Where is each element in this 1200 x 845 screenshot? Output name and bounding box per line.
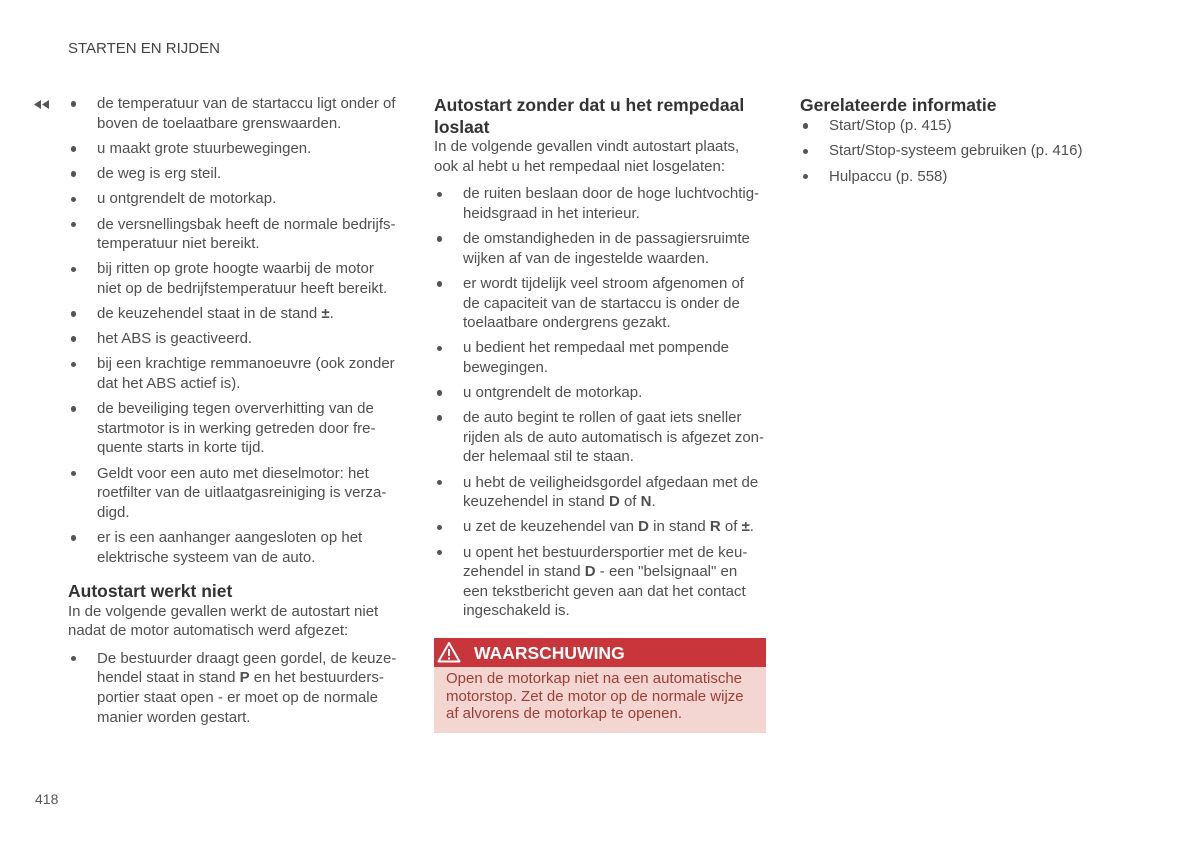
- text-line: [463, 562, 766, 582]
- bullet-dot: [437, 480, 442, 485]
- text-line: het ABS is geactiveerd.: [97, 330, 253, 348]
- condition-item: [68, 304, 400, 324]
- text-line: de omstandigheden in de passagiersruimte: [463, 230, 750, 248]
- text-line: de versnellingsbak heeft de normale bedrijfs-: [97, 215, 396, 233]
- bullet-dot: [437, 281, 442, 286]
- autostart-item-text: [463, 383, 766, 403]
- bullet-dot: [437, 346, 442, 351]
- text-segment: - een "belsignaal" en: [595, 563, 738, 581]
- text-line: digd.: [97, 503, 130, 521]
- bullet-dot: [437, 192, 442, 197]
- text-line: In de volgende gevallen vindt autostart plaats,: [434, 138, 740, 156]
- autostart-conditions-list: [68, 94, 400, 567]
- bullet-dot: [71, 222, 76, 227]
- emphasized-text: D: [608, 493, 620, 511]
- text-line: ingeschakeld is.: [463, 602, 570, 620]
- warning-text: [434, 667, 766, 733]
- condition-item-text: [97, 189, 400, 209]
- autostart-item-text: [463, 274, 766, 333]
- autostart-item: [434, 274, 766, 333]
- text-line: af alvorens de motorkap te openen.: [446, 705, 682, 722]
- bullet-dot: [437, 550, 442, 555]
- bullet-dot: [71, 101, 76, 106]
- autostart-item-text: [463, 408, 766, 467]
- text-line[interactable]: Start/Stop-systeem gebruiken (p. 416): [829, 142, 1083, 160]
- emphasized-text: D: [584, 563, 596, 581]
- emphasized-text: R: [709, 518, 721, 536]
- text-line: De bestuurder draagt geen gordel, de keuze-: [97, 649, 397, 667]
- text-line: boven de toelaatbare grenswaarden.: [97, 114, 342, 132]
- no-autostart-item-text: [97, 649, 400, 727]
- text-line: bij een krachtige remmanoeuvre (ook zonder: [97, 355, 395, 373]
- text-line: er wordt tijdelijk veel stroom afgenomen of: [463, 274, 744, 292]
- text-line: de temperatuur van de startaccu ligt onder of: [97, 95, 396, 113]
- text-line: der helemaal stil te staan.: [463, 448, 634, 466]
- autostart-item: [434, 473, 766, 512]
- autostart-item: [434, 184, 766, 223]
- bullet-dot: [71, 336, 76, 341]
- text-line: nadat de motor automatisch werd afgezet:: [68, 622, 349, 640]
- condition-item-text: [97, 259, 400, 298]
- section-title: STARTEN EN RIJDEN: [68, 40, 220, 57]
- text-segment: .: [329, 305, 334, 323]
- warning-header: [434, 638, 766, 667]
- bullet-dot: [437, 525, 442, 530]
- bullet-dot: [71, 471, 76, 476]
- text-line: portier staat open - er moet op de normale: [97, 688, 378, 706]
- autostart-item-text: [463, 543, 766, 621]
- text-line: wijken af van de ingestelde waarden.: [463, 249, 709, 267]
- text-line: Open de motorkap niet na een automatische: [446, 670, 743, 687]
- text-line: [97, 668, 400, 688]
- text-line: u maakt grote stuurbewegingen.: [97, 139, 312, 157]
- right-column: [800, 94, 1132, 186]
- condition-item: [68, 329, 400, 349]
- text-line: u hebt de veiligheidsgordel afgedaan met de: [463, 473, 759, 491]
- arrow-triangle: [42, 100, 49, 109]
- condition-item: [68, 259, 400, 298]
- bullet-dot: [803, 174, 808, 179]
- autostart-item: [434, 229, 766, 268]
- page-number: 418: [35, 791, 59, 807]
- text-segment: en het bestuurders-: [249, 669, 384, 687]
- autostart-item: [434, 517, 766, 537]
- text-line: er is een aanhanger aangesloten op het: [97, 529, 363, 546]
- related-info-link-text[interactable]: [829, 116, 1132, 136]
- text-line: u bedient het rempedaal met pompende: [463, 339, 730, 357]
- text-line: bewegingen.: [463, 358, 549, 376]
- text-line: u ontgrendelt de motorkap.: [463, 384, 643, 402]
- double-left-arrow-icon: [34, 100, 50, 109]
- text-line: niet op de bedrijfstemperatuur heeft bereikt.: [97, 279, 388, 297]
- text-line: de auto begint te rollen of gaat iets sneller: [463, 409, 742, 427]
- bullet-dot: [71, 311, 76, 316]
- text-line: Geldt voor een auto met dieselmotor: het: [97, 464, 369, 482]
- text-segment: de keuzehendel staat in de stand: [97, 305, 322, 323]
- middle-column: [434, 94, 766, 733]
- bullet-dot: [71, 197, 76, 202]
- text-line: rijden als de auto automatisch is afgezet zon-: [463, 428, 765, 446]
- text-line: ook al hebt u het rempedaal niet losgelaten:: [434, 157, 726, 175]
- bullet-dot: [437, 390, 442, 395]
- condition-item-text: [97, 94, 400, 133]
- bullet-dot: [71, 171, 76, 176]
- related-info-link[interactable]: [800, 116, 1132, 136]
- text-line: loslaat: [434, 117, 490, 138]
- warning-box: [434, 638, 766, 733]
- condition-item: [68, 215, 400, 254]
- emphasized-text: ±: [741, 518, 750, 536]
- exclamation-dot: [448, 658, 450, 660]
- text-line: [97, 304, 400, 324]
- condition-item: [68, 164, 400, 184]
- heading-gerelateerde-informatie: Gerelateerde informatie: [800, 95, 997, 116]
- autostart-item: [434, 543, 766, 621]
- autostart-item-text: [463, 229, 766, 268]
- related-info-link-text[interactable]: [829, 167, 1132, 187]
- heading-autostart-zonder-rempedaal: [434, 94, 766, 138]
- condition-item-text: [97, 464, 400, 523]
- text-line: de weg is erg steil.: [97, 165, 222, 183]
- no-autostart-item: [68, 649, 400, 727]
- autostart-item-text: [463, 473, 766, 512]
- text-line: een tekstbericht geven aan dat het contact: [463, 582, 746, 600]
- text-segment: .: [749, 518, 754, 536]
- related-info-link-text[interactable]: [829, 141, 1132, 161]
- text-segment: zehendel in stand: [463, 563, 585, 581]
- text-line: toelaatbare ondergrens gezakt.: [463, 314, 671, 332]
- autostart-item-text: [463, 184, 766, 223]
- bullet-dot: [803, 149, 808, 154]
- intro-paragraph: [434, 137, 766, 176]
- text-line[interactable]: Hulpaccu (p. 558): [829, 167, 948, 185]
- bullet-dot: [803, 123, 808, 128]
- related-info-link[interactable]: [800, 141, 1132, 161]
- no-autostart-list: [68, 649, 400, 727]
- arrow-triangle: [34, 100, 41, 109]
- bullet-dot: [71, 656, 76, 661]
- text-line[interactable]: Start/Stop (p. 415): [829, 117, 952, 135]
- text-line: de beveiliging tegen oververhitting van de: [97, 400, 374, 418]
- intro-paragraph: [68, 602, 400, 641]
- text-line: quente starts in korte tijd.: [97, 439, 265, 457]
- heading-autostart-werkt-niet: Autostart werkt niet: [68, 580, 233, 601]
- text-line: temperatuur niet bereikt.: [97, 235, 260, 253]
- condition-item-text: [97, 164, 400, 184]
- text-line: de capaciteit van de startaccu is onder de: [463, 294, 740, 312]
- text-segment: in stand: [648, 518, 710, 536]
- text-line: dat het ABS actief is).: [97, 375, 241, 393]
- text-segment: .: [651, 493, 656, 511]
- text-line: startmotor is in werking getreden door fre-: [97, 419, 376, 437]
- condition-item-text: [97, 528, 400, 567]
- bullet-dot: [437, 236, 442, 241]
- condition-item-text: [97, 354, 400, 393]
- text-line: de ruiten beslaan door de hoge luchtvochtig-: [463, 185, 760, 203]
- condition-item: [68, 354, 400, 393]
- warning-title: WAARSCHUWING: [474, 643, 625, 663]
- emphasized-text: N: [640, 493, 652, 511]
- bullet-dot: [71, 362, 76, 367]
- condition-item: [68, 399, 400, 458]
- bullet-dot: [71, 406, 76, 411]
- text-line: [463, 492, 766, 512]
- condition-item: [68, 139, 400, 159]
- bullet-dot: [71, 146, 76, 151]
- related-info-link[interactable]: [800, 167, 1132, 187]
- condition-item: [68, 528, 400, 567]
- bullet-dot: [71, 267, 76, 272]
- text-line: heidsgraad in het interieur.: [463, 204, 640, 222]
- text-line: In de volgende gevallen werkt de autostart niet: [68, 602, 379, 620]
- condition-item-text: [97, 215, 400, 254]
- autostart-item-text: [463, 338, 766, 377]
- text-line: manier worden gestart.: [97, 708, 251, 726]
- condition-item: [68, 94, 400, 133]
- text-line: u opent het bestuurdersportier met de keu-: [463, 543, 748, 561]
- warning-triangle-icon: [437, 641, 461, 663]
- text-line: Autostart zonder dat u het rempedaal: [434, 95, 745, 116]
- exclamation-bar: [448, 649, 450, 656]
- text-line: u ontgrendelt de motorkap.: [97, 190, 277, 208]
- autostart-item: [434, 338, 766, 377]
- condition-item: [68, 464, 400, 523]
- bullet-dot: [71, 535, 76, 540]
- text-line: bij ritten op grote hoogte waarbij de motor: [97, 260, 374, 278]
- text-segment: hendel staat in stand: [97, 669, 240, 687]
- emphasized-text: ±: [321, 305, 330, 323]
- text-line: [463, 517, 766, 537]
- condition-item-text: [97, 139, 400, 159]
- condition-item-text: [97, 304, 400, 324]
- text-line: roetfilter van de uitlaatgasreiniging is verza-: [97, 484, 387, 502]
- bullet-dot: [437, 415, 442, 420]
- related-info-list: [800, 116, 1132, 186]
- text-segment: of: [720, 518, 742, 536]
- condition-item-text: [97, 329, 400, 349]
- autostart-item: [434, 408, 766, 467]
- autostart-without-brake-list: [434, 184, 766, 621]
- condition-item: [68, 189, 400, 209]
- text-line: elektrische systeem van de auto.: [97, 548, 316, 566]
- autostart-item: [434, 383, 766, 403]
- text-segment: u zet de keuzehendel van: [463, 518, 639, 536]
- emphasized-text: P: [239, 669, 250, 687]
- text-segment: keuzehendel in stand: [463, 493, 609, 511]
- left-column: [68, 94, 400, 727]
- condition-item-text: [97, 399, 400, 458]
- text-segment: of: [619, 493, 641, 511]
- autostart-item-text: [463, 517, 766, 537]
- text-line: motorstop. Zet de motor op de normale wijze: [446, 687, 744, 705]
- emphasized-text: D: [638, 518, 649, 536]
